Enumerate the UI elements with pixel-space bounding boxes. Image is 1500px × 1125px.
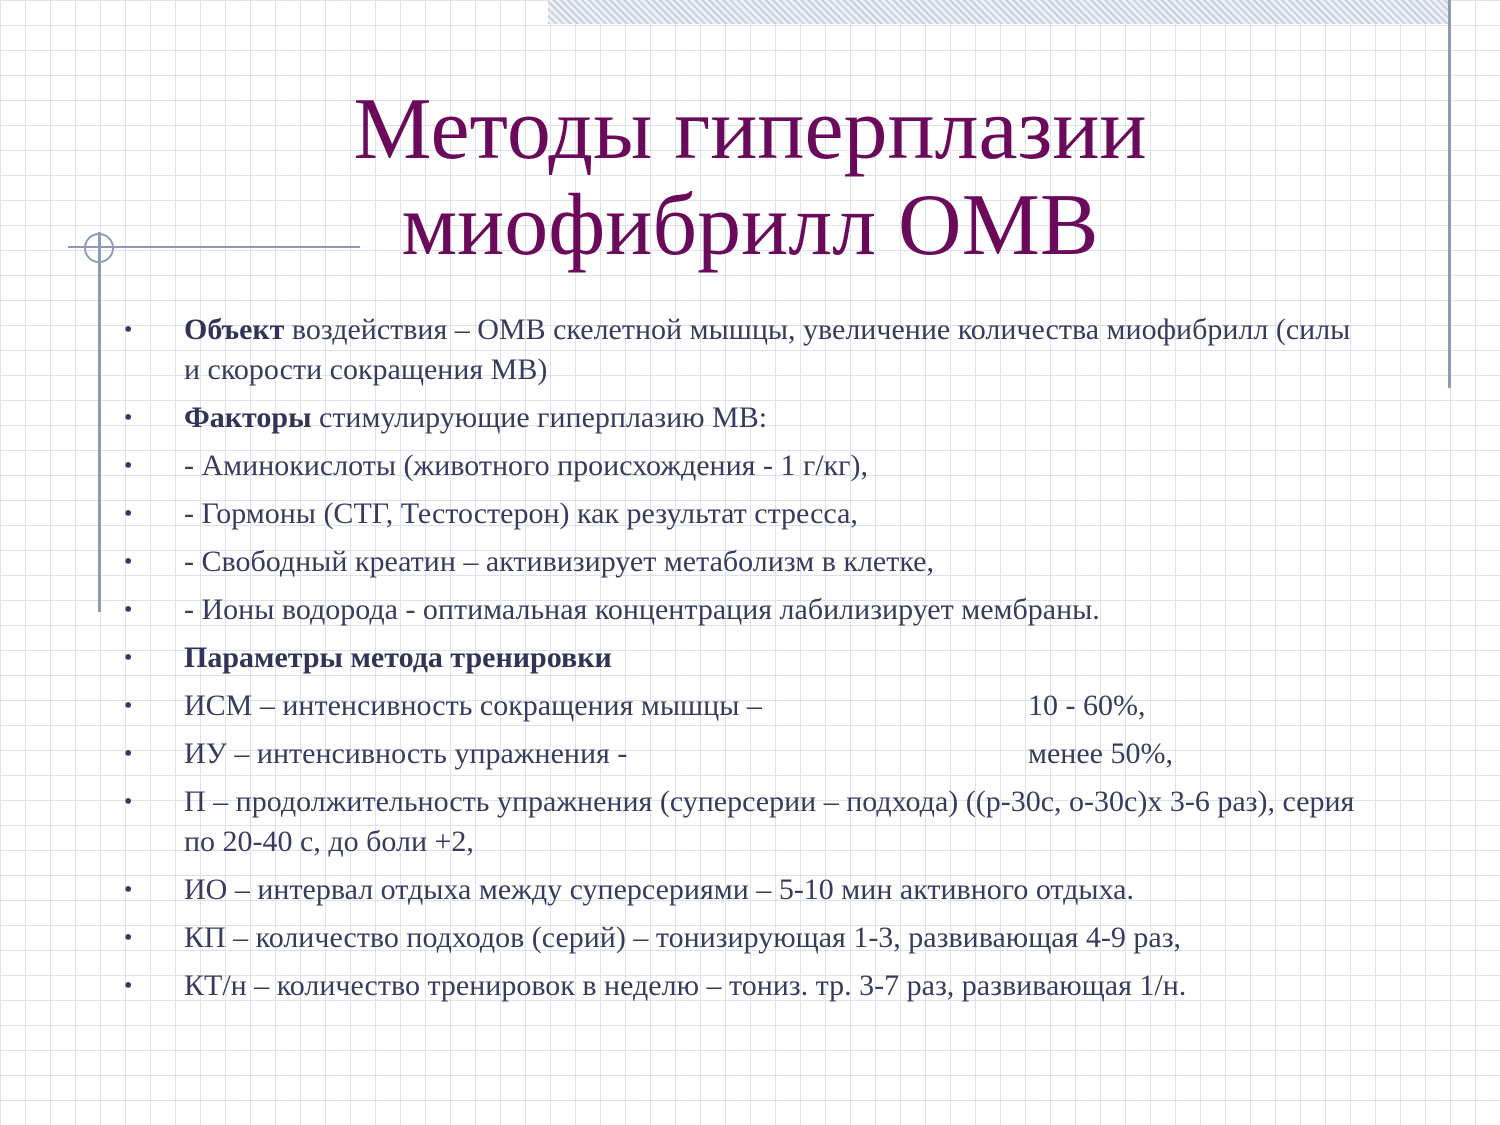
left-vertical-rule [98,232,101,612]
title-line-1: Методы гиперплазии [353,81,1147,178]
bullet-icon: • [124,877,133,903]
list-item [120,446,1370,486]
circle-ornament [84,233,114,263]
list-item [120,590,1370,630]
list-item [120,734,1370,774]
item-text: П – продолжительность упражнения (суперсерии – подхода) ((р-30с, о-30с)х 3-6 раз), серия по 20-40 с, до боли +2, [184,785,1355,858]
item-bold-label: Параметры метода тренировки [184,641,612,674]
bullet-icon: • [124,549,133,575]
item-text: - Аминокислоты (животного происхождения - 1 г/кг), [184,449,868,482]
bullet-icon: • [124,597,133,623]
bullet-icon: • [124,973,133,999]
list-item [120,542,1370,582]
list-item [120,870,1370,910]
item-text: ИУ – интенсивность упражнения - [184,737,628,770]
bullet-icon: • [124,405,133,431]
bullet-icon: • [124,789,133,815]
list-item [120,686,1370,726]
list-item [120,782,1370,862]
item-value: менее 50%, [1028,737,1173,770]
slide-title [250,82,1250,274]
item-text: ИСМ – интенсивность сокращения мышцы – [184,689,762,722]
item-text: ИО – интервал отдыха между суперсериями – 5-10 мин активного отдыха. [184,873,1134,906]
bullet-list [120,310,1370,1014]
item-text: КТ/н – количество тренировок в неделю – тониз. тр. 3-7 раз, развивающая 1/н. [184,969,1187,1002]
item-text: - Ионы водорода - оптимальная концентрация лабилизирует мембраны. [184,593,1100,626]
bullet-icon: • [124,317,133,343]
list-item [120,310,1370,390]
title-line-2: миофибрилл ОМВ [401,177,1099,274]
list-item [120,638,1370,678]
item-value: 10 - 60%, [1028,689,1146,722]
right-vertical-rule [1448,0,1451,388]
bullet-icon: • [124,645,133,671]
list-item [120,966,1370,1006]
item-bold-label: Объект [184,313,285,346]
bullet-icon: • [124,925,133,951]
bullet-icon: • [124,453,133,479]
item-text: - Гормоны (СТГ, Тестостерон) как результат стресса, [184,497,858,530]
list-item [120,918,1370,958]
hatched-top-band [548,0,1448,24]
list-item [120,494,1370,534]
item-bold-label: Факторы [184,401,312,434]
item-text: КП – количество подходов (серий) – тонизирующая 1-3, развивающая 4-9 раз, [184,921,1182,954]
bullet-icon: • [124,741,133,767]
item-text: - Свободный креатин – активизирует метаболизм в клетке, [184,545,934,578]
list-item [120,398,1370,438]
bullet-icon: • [124,501,133,527]
bullet-icon: • [124,693,133,719]
item-text: стимулирующие гиперплазию МВ: [311,401,768,434]
item-text: воздействия – ОМВ скелетной мышцы, увеличение количества миофибрилл (силы и скорости сокращения МВ) [184,313,1351,386]
